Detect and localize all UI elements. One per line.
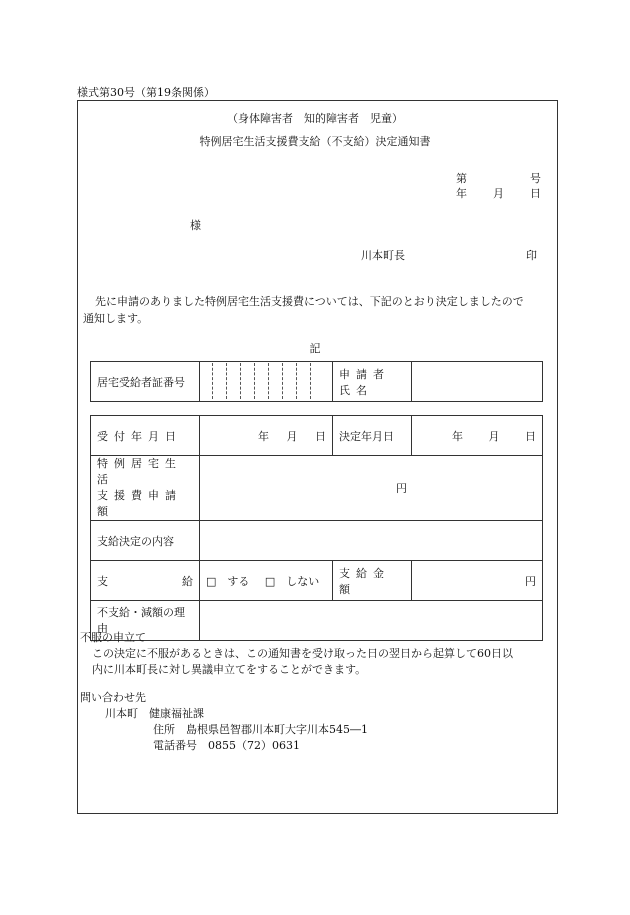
digit-divider: [240, 363, 241, 399]
reason-label-line-2: 由: [97, 621, 108, 635]
appeal-heading: 不服の申立て: [80, 631, 146, 644]
digit-divider: [296, 363, 297, 399]
receipt-year: 年: [258, 429, 269, 443]
amount-applied-cell[interactable]: [200, 456, 543, 521]
subtitle: （身体障害者 知的障害者 児童）: [227, 112, 403, 125]
receipt-month: 月: [286, 429, 298, 443]
payment-options-cell: [200, 561, 333, 601]
ki-label: 記: [309, 342, 321, 355]
receipt-day: 日: [315, 429, 326, 443]
cert-number-cell[interactable]: [200, 362, 333, 402]
reason-label-line-1: 不支給・減額の理: [97, 605, 185, 619]
decision-table: [90, 415, 543, 641]
cert-number-label: 居宅受給者証番号: [91, 362, 200, 402]
option-yes-checkbox[interactable]: □ する: [206, 574, 250, 588]
digit-divider: [254, 363, 255, 399]
contact-phone: 電話番号 0855（72）0631: [153, 739, 300, 752]
digit-divider: [212, 363, 213, 399]
reason-cell[interactable]: [200, 601, 543, 641]
decision-year: 年: [452, 429, 463, 443]
digit-divider: [226, 363, 227, 399]
digit-divider: [310, 363, 311, 399]
date-day: 日: [530, 187, 541, 200]
date-month: 月: [493, 187, 504, 200]
decision-content-label: 支給決定の内容: [91, 521, 200, 561]
body-text-line-2: 通知します。: [83, 312, 149, 325]
amount-applied-yen: 円: [396, 482, 407, 495]
number-suffix: 号: [530, 172, 541, 185]
payment-label-char-1: 支: [97, 574, 108, 588]
amount-applied-label-line-1: 特例居宅生活: [97, 457, 182, 486]
document-title: 特例居宅生活支援費支給（不支給）決定通知書: [199, 135, 431, 148]
contact-org: 川本町 健康福祉課: [105, 707, 204, 720]
payment-amount-label: 支給金額: [333, 561, 412, 601]
contact-heading: 問い合わせ先: [80, 691, 146, 704]
decision-date-cell[interactable]: [412, 416, 543, 456]
payment-amount-cell[interactable]: [412, 561, 543, 601]
amount-applied-label-line-2: 支援費申請額: [97, 489, 182, 518]
payment-label-char-2: 給: [182, 574, 193, 588]
digit-divider: [282, 363, 283, 399]
form-label: 様式第30号（第19条関係）: [77, 86, 215, 99]
applicant-name-label: 申請者氏名: [333, 362, 412, 402]
issuer: 川本町長: [361, 249, 405, 262]
decision-month: 月: [488, 429, 500, 443]
certificate-table: [90, 361, 543, 402]
applicant-name-cell[interactable]: [412, 362, 543, 402]
amount-applied-label: [91, 456, 200, 521]
decision-day: 日: [525, 429, 536, 443]
receipt-date-cell[interactable]: [200, 416, 333, 456]
contact-address: 住所 島根県邑智郡川本町大字川本545―1: [153, 723, 368, 736]
option-no-checkbox[interactable]: □ しない: [264, 574, 320, 588]
appeal-text-line-2: 内に川本町長に対し異議申立てをすることができます。: [92, 663, 367, 676]
addressee-suffix: 様: [190, 219, 201, 232]
digit-divider: [268, 363, 269, 399]
body-text-line-1: 先に申請のありました特例居宅生活支援費については、下記のとおり決定しましたので: [95, 295, 524, 308]
decision-content-cell[interactable]: [200, 521, 543, 561]
decision-date-label: 決定年月日: [333, 416, 412, 456]
payment-label: [91, 561, 200, 601]
number-prefix: 第: [456, 172, 467, 185]
appeal-text-line-1: この決定に不服があるときは、この通知書を受け取った日の翌日から起算して60日以: [92, 647, 513, 660]
date-year: 年: [456, 187, 467, 200]
receipt-date-label: 受付年月日: [91, 416, 200, 456]
payment-amount-yen: 円: [525, 574, 536, 588]
seal-mark: 印: [526, 249, 537, 262]
